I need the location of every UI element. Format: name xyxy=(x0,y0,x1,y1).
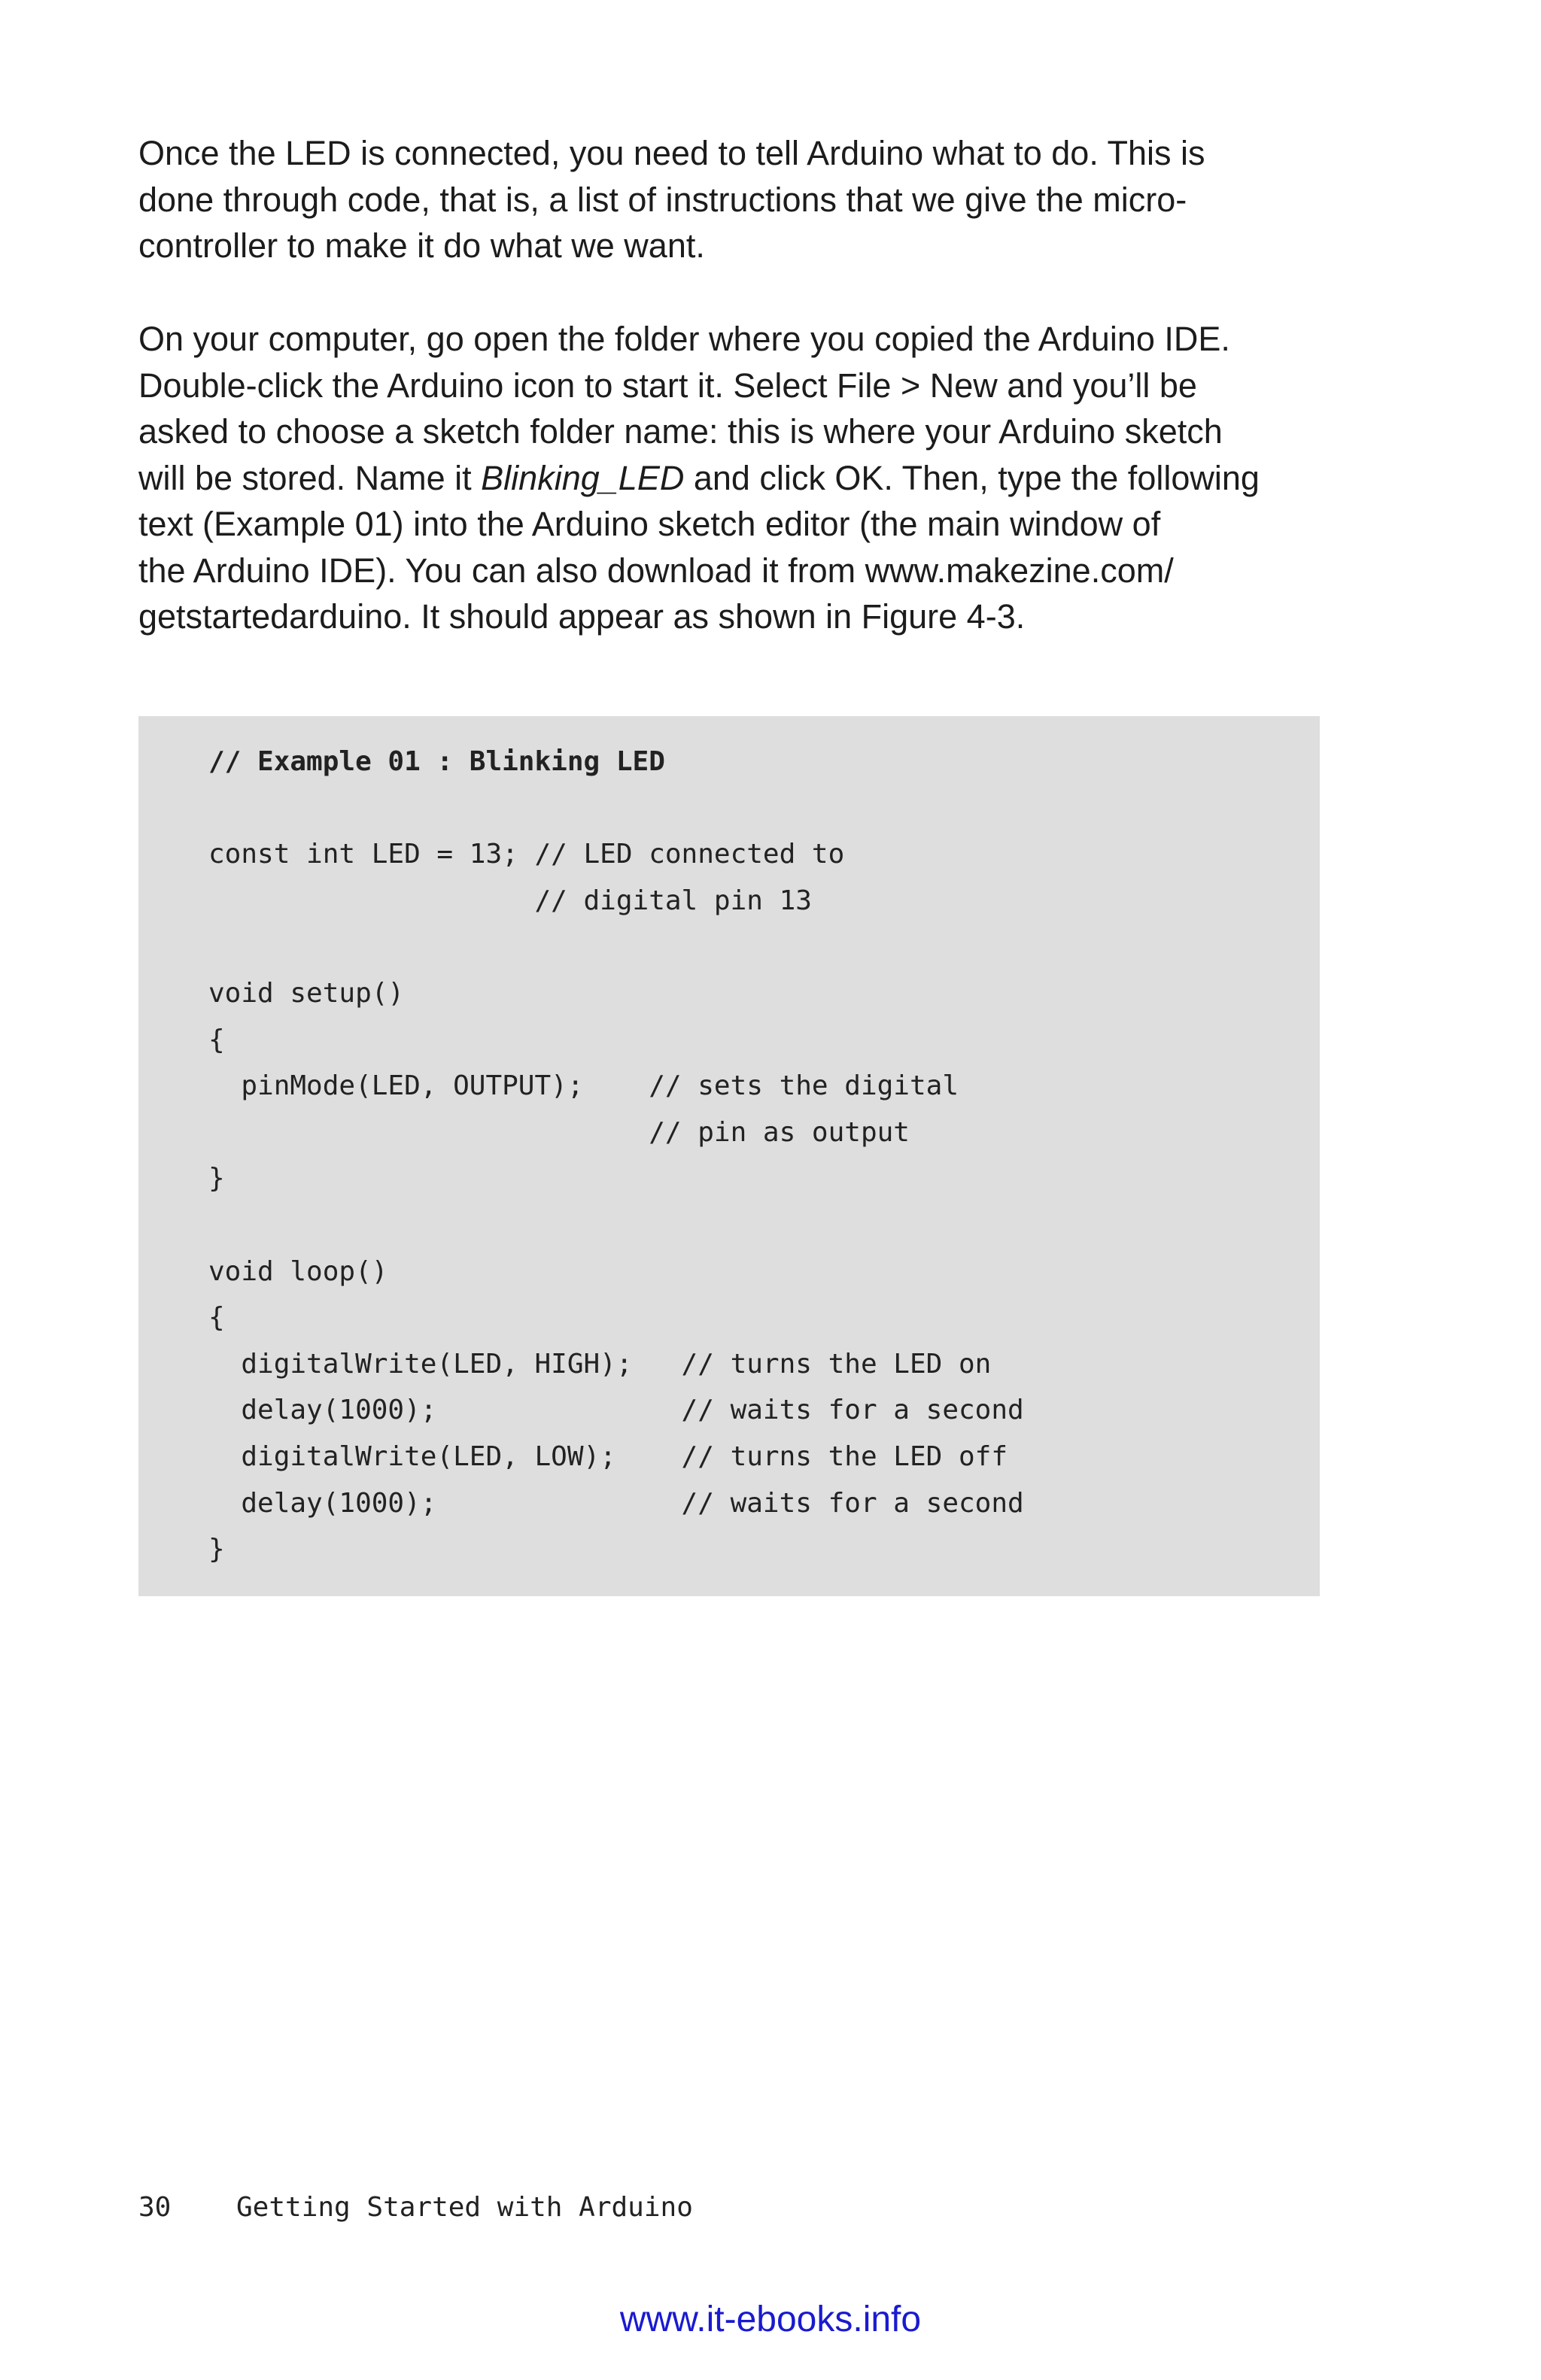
paragraph-line xyxy=(138,548,1342,594)
book-title: Getting Started with Arduino xyxy=(236,2192,693,2223)
code-line: } xyxy=(208,1163,225,1195)
code-line: digitalWrite(LED, LOW); // turns the LED off xyxy=(208,1440,1008,1472)
code-line: { xyxy=(208,1302,225,1334)
paragraph-line: Once the LED is connected, you need to tell Arduino what to do. This is xyxy=(138,134,1205,172)
code-line: digitalWrite(LED, HIGH); // turns the LED on xyxy=(208,1348,992,1380)
code-line: // digital pin 13 xyxy=(208,885,812,916)
watermark-link[interactable]: www.it-ebooks.info xyxy=(619,2300,922,2339)
paragraph-line: done through code, that is, a list of instructions that we give the micro- xyxy=(138,180,1187,219)
page-number: 30 xyxy=(138,2192,172,2223)
paragraph-line: On your computer, go open the folder where you copied the Arduino IDE. xyxy=(138,320,1230,358)
code-line: delay(1000); // waits for a second xyxy=(208,1487,1024,1519)
page-footer xyxy=(138,2190,693,2225)
text-run: . It should appear as shown in Figure 4-3. xyxy=(402,597,1026,636)
text-run: the Arduino IDE). You can also download it from xyxy=(138,551,865,590)
code-listing xyxy=(208,739,1024,1573)
paragraph-line: Double-click the Arduino icon to start it. Select File > New and you’ll be xyxy=(138,366,1197,405)
text-run: will be stored. Name it xyxy=(138,458,482,497)
download-url-part2[interactable]: getstartedarduino xyxy=(138,597,403,636)
sketch-name-italic: Blinking_LED xyxy=(481,458,685,497)
code-line: // pin as output xyxy=(208,1116,910,1148)
paragraph-line xyxy=(138,593,1342,640)
code-listing-box xyxy=(138,716,1320,1596)
paragraph-led-connected xyxy=(138,130,1342,269)
paragraph-line xyxy=(138,455,1342,502)
text-run: and click OK. Then, type the following xyxy=(684,458,1260,497)
watermark xyxy=(0,2299,1541,2340)
code-title-line: // Example 01 : Blinking LED xyxy=(208,746,665,777)
code-line: { xyxy=(208,1024,225,1055)
code-line: const int LED = 13; // LED connected to xyxy=(208,839,845,870)
code-line: void loop() xyxy=(208,1255,388,1287)
paragraph-open-ide xyxy=(138,316,1342,640)
code-line xyxy=(208,924,1024,970)
code-line xyxy=(208,1202,1024,1249)
code-line: delay(1000); // waits for a second xyxy=(208,1395,1024,1426)
paragraph-line: text (Example 01) into the Arduino sketch editor (the main window of xyxy=(138,505,1161,543)
code-line xyxy=(208,785,1024,832)
code-line: void setup() xyxy=(208,977,405,1009)
paragraph-line: asked to choose a sketch folder name: this is where your Arduino sketch xyxy=(138,412,1223,451)
code-line: } xyxy=(208,1534,225,1565)
download-url-part1[interactable]: www.makezine.com/ xyxy=(865,551,1174,590)
code-line: pinMode(LED, OUTPUT); // sets the digital xyxy=(208,1070,959,1102)
paragraph-line: controller to make it do what we want. xyxy=(138,226,705,265)
